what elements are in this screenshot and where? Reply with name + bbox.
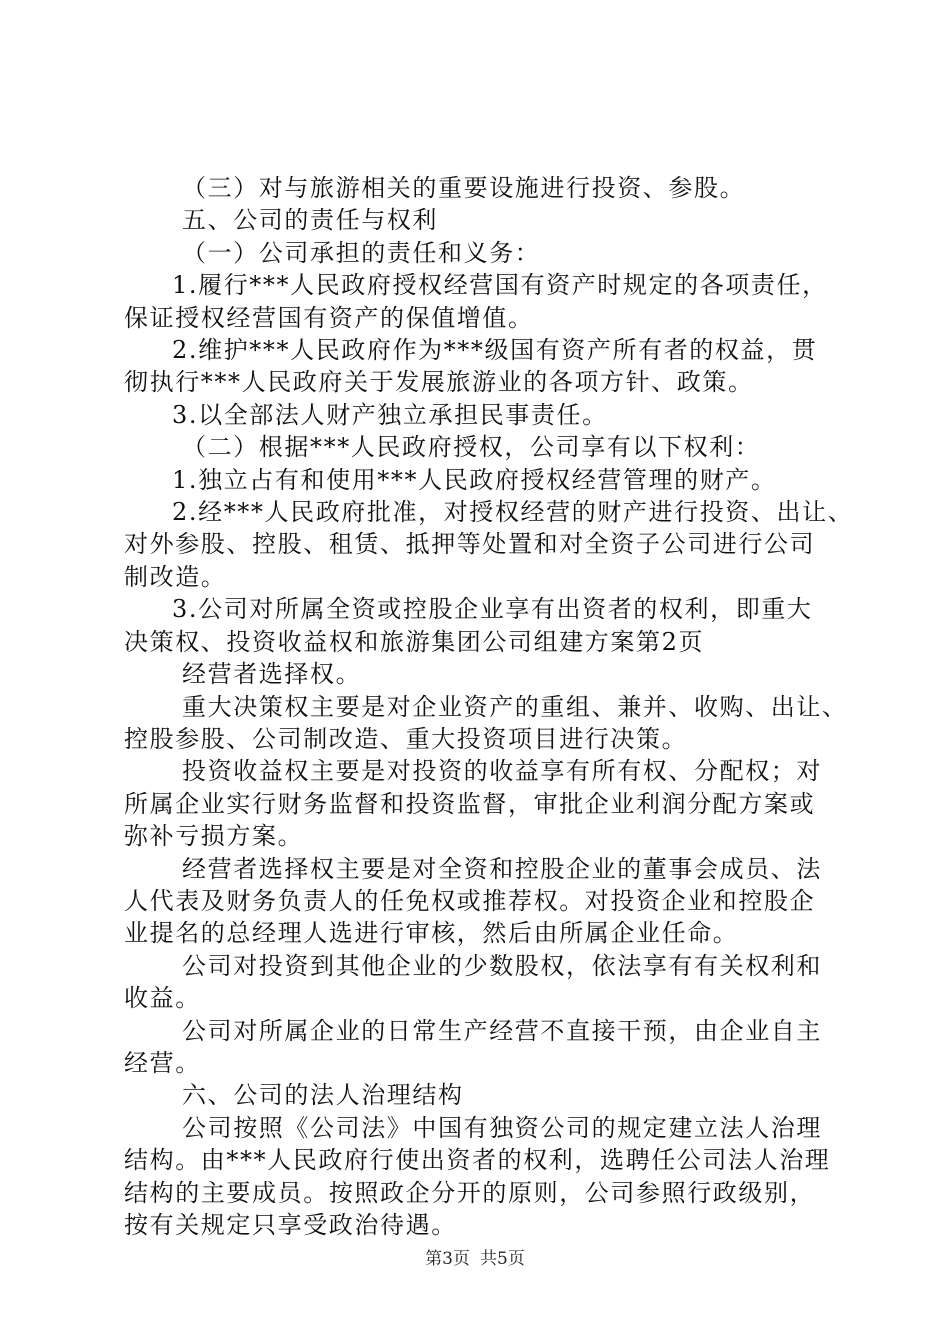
document-body (124, 172, 854, 1241)
paragraph-line: 人代表及财务负责人的任免权或推荐权。对投资企业和控股企 (124, 886, 816, 915)
paragraph-line: （三）对与旅游相关的重要设施进行投资、参股。 (182, 174, 746, 202)
paragraph-line: 制改造。 (124, 562, 227, 591)
paragraph-line: 结构。由***人民政府行使出资者的权利，选聘任公司法人治理 (124, 1146, 831, 1175)
subsection-heading: （二）根据***人民政府授权，公司享有以下权利： (182, 433, 761, 462)
paragraph-line: 弥补亏损方案。 (124, 822, 304, 851)
paragraph-line: 决策权、投资收益权和旅游集团公司组建方案第2页 (124, 627, 705, 656)
paragraph-line: 公司按照《公司法》中国有独资公司的规定建立法人治理 (182, 1113, 822, 1142)
paragraph-line: 经营者选择权主要是对全资和控股企业的董事会成员、法 (182, 854, 822, 883)
paragraph-line: 2.维护***人民政府作为***级国有资产所有者的权益，贯 (172, 336, 818, 365)
paragraph-line: 公司对所属企业的日常生产经营不直接干预，由企业自主 (182, 1016, 822, 1045)
paragraph-line: 1.独立占有和使用***人民政府授权经营管理的财产。 (172, 465, 777, 494)
paragraph-line: 3.以全部法人财产独立承担民事责任。 (172, 400, 608, 429)
paragraph-line: 3.公司对所属全资或控股企业享有出资者的权利，即重大 (172, 595, 813, 624)
paragraph-line: 重大决策权主要是对企业资产的重组、兼并、收购、出让、 (182, 692, 848, 721)
page-number: 第3页 (425, 1249, 470, 1269)
paragraph-line: 彻执行***人民政府关于发展旅游业的各项方针、政策。 (124, 368, 754, 397)
paragraph-line: 1.履行***人民政府授权经营国有资产时规定的各项责任， (172, 271, 828, 300)
paragraph-line: 业提名的总经理人选进行审核，然后由所属企业任命。 (124, 919, 739, 948)
section-heading: 六、公司的法人治理结构 (182, 1081, 464, 1110)
page-footer (0, 1244, 950, 1269)
section-heading: 五、公司的责任与权利 (182, 206, 438, 235)
paragraph-line: 所属企业实行财务监督和投资监督，审批企业利润分配方案或 (124, 789, 816, 818)
paragraph-line: 收益。 (124, 984, 201, 1013)
subsection-heading: （一）公司承担的责任和义务： (182, 238, 541, 267)
paragraph-line: 对外参股、控股、租赁、抵押等处置和对全资子公司进行公司 (124, 530, 816, 559)
paragraph-line: 结构的主要成员。按照政企分开的原则，公司参照行政级别， (124, 1178, 816, 1207)
paragraph-line: 投资收益权主要是对投资的收益享有所有权、分配权；对 (182, 757, 822, 786)
paragraph-line: 经营。 (124, 1048, 201, 1077)
paragraph-line: 按有关规定只享受政治待遇。 (124, 1211, 457, 1239)
paragraph-line: 2.经***人民政府批准，对授权经营的财产进行投资、出让、 (172, 498, 854, 527)
paragraph-line: 经营者选择权。 (182, 660, 362, 689)
paragraph-line: 保证授权经营国有资产的保值增值。 (124, 303, 534, 332)
page-total: 共5页 (480, 1249, 525, 1269)
paragraph-line: 控股参股、公司制改造、重大投资项目进行决策。 (124, 724, 688, 753)
paragraph-line: 公司对投资到其他企业的少数股权，依法享有有关权利和 (182, 951, 822, 980)
